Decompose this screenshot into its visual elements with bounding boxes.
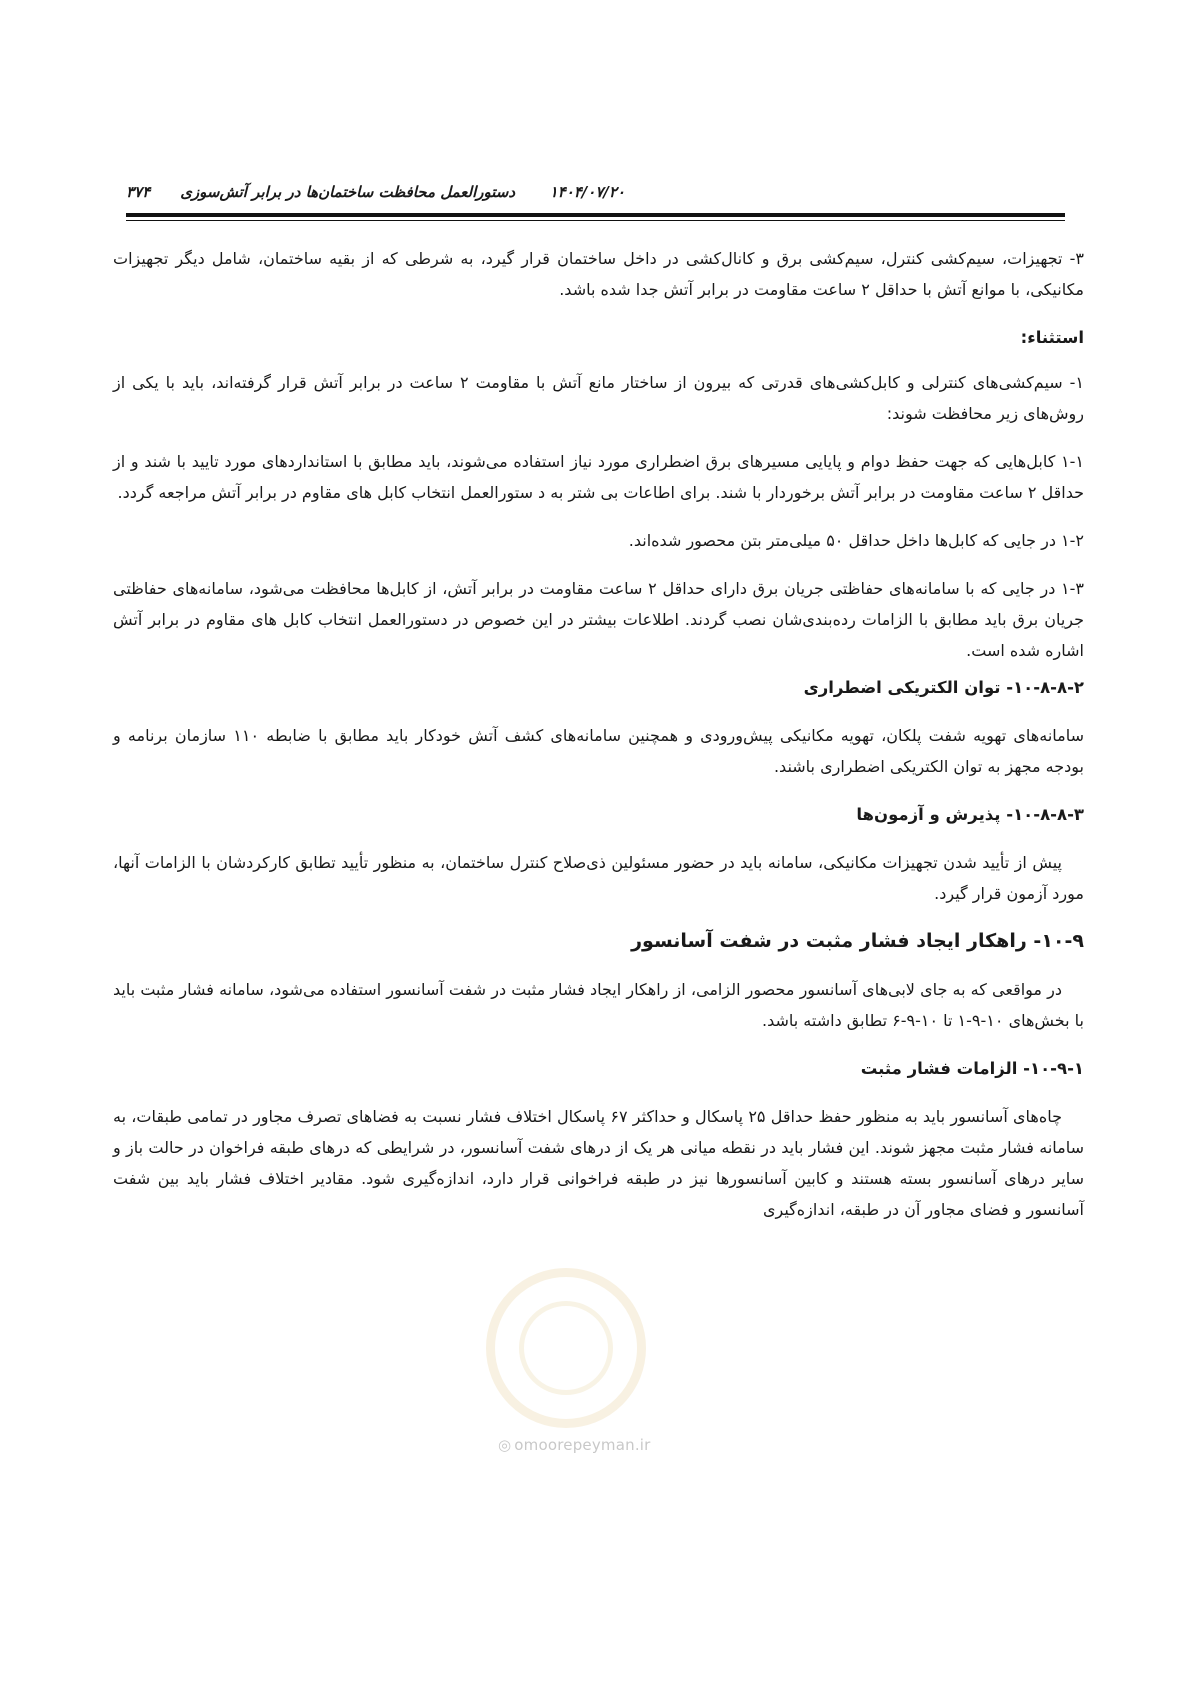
running-header xyxy=(126,183,1065,207)
seal-inner-ring xyxy=(519,1301,613,1395)
paragraph: سامانه‌های تهویه شفت پلکان، تهویه مکانیکی پیش‌ورودی و همچنین سامانه‌های کشف آتش خودکار باید مطابق با ضابطه ۱۱۰ سازمان برنامه و بودجه مجهز به توان الکتریکی اضطراری باشند. xyxy=(113,726,1084,776)
paragraph: ۳- تجهیزات، سیم‌کشی کنترل، سیم‌کشی برق و کانال‌کشی در داخل ساختمان قرار گیرد، به شرطی که از بقیه ساختمان، شامل دیگر تجهیزات مکانیکی، با موانع آتش با حداقل ۲ ساعت مقاومت در برابر آتش جدا شده باشد. xyxy=(113,249,1084,299)
exception-heading: استثناء: xyxy=(1020,328,1084,347)
paragraph: چاه‌های آسانسور باید به منظور حفظ حداقل ۲۵ پاسکال و حداکثر ۶۷ پاسکال اختلاف فشار نسبت به فضاهای تصرف مجاور در تمامی طبقات، به سامانه فشار مثبت مجهز شوند. این فشار باید در نقطه میانی هر یک از درهای شفت آسانسور، در شرایطی که درهای طبقه فراخوان در حالت باز و سایر درهای آسانسور بسته هستند و کابین آسانسورها نیز در طبقه فراخوانی قرار دارد، اندازه‌گیری شود. مقادیر اختلاف فشار باید بین شفت آسانسور و فضای مجاور آن در طبقه، اندازه‌گیری xyxy=(113,1107,1084,1219)
instagram-icon: ◎ xyxy=(498,1436,512,1454)
header-rule-thick xyxy=(126,213,1065,217)
paragraph: پیش از تأیید شدن تجهیزات مکانیکی، سامانه باید در حضور مسئولین ذی‌صلاح کنترل ساختمان، به منظور تأیید تطابق کارکردشان با الزامات آنها، مورد آزمون قرار گیرد. xyxy=(113,853,1084,903)
header-title: دستورالعمل محافظت ساختمان‌ها در برابر آتش‌سوزی xyxy=(180,183,515,201)
document-body xyxy=(113,243,1084,1242)
section-heading: ۱۰-۸-۸-۲- توان الکتریکی اضطراری xyxy=(803,678,1084,697)
paragraph: ۱-۳ در جایی که با سامانه‌های حفاظتی جریان برق دارای حداقل ۲ ساعت مقاومت در برابر آتش، از کابل‌ها محافظت می‌شود، سامانه‌های حفاظتی جریان برق باید مطابق با الزامات رده‌بندی‌شان نصب گردند. اطلاعات بیشتر در این خصوص در دستورالعمل انتخاب کابل های مقاوم در برابر آتش اشاره شده است. xyxy=(113,579,1085,660)
section-heading: ۱۰-۹-۱- الزامات فشار مثبت xyxy=(860,1059,1084,1078)
page-number: ۳۷۴ xyxy=(126,183,151,201)
header-rule-thin xyxy=(126,220,1065,221)
paragraph: ۱-۱ کابل‌هایی که جهت حفظ دوام و پایایی مسیرهای برق اضطراری مورد نیاز استفاده می‌شوند، باید مطابق با استانداردهای مورد تایید با شند و از حداقل ۲ ساعت مقاومت در برابر آتش برخوردار با شند. برای اطاعات بی شتر به د ستورالعمل انتخاب کابل های مقاوم در برابر آتش مراجعه گردد. xyxy=(113,452,1084,502)
paragraph: ۱- سیم‌کشی‌های کنترلی و کابل‌کشی‌های قدرتی که بیرون از ساختار مانع آتش با مقاومت ۲ ساعت در برابر آتش قرار گرفته‌اند، باید با یکی از روش‌های زیر محافظت شوند: xyxy=(113,373,1084,423)
major-heading: ۱۰-۹- راهکار ایجاد فشار مثبت در شفت آسانسور xyxy=(631,930,1084,952)
seal-watermark-icon xyxy=(486,1268,646,1428)
section-heading: ۱۰-۸-۸-۳- پذیرش و آزمون‌ها xyxy=(856,805,1084,824)
paragraph: ۱-۲ در جایی که کابل‌ها داخل حداقل ۵۰ میلی‌متر بتن محصور شده‌اند. xyxy=(628,531,1084,550)
header-date: ۱۴۰۴/۰۷/۲۰ xyxy=(549,183,625,201)
watermark-text: omoorepeyman.ir xyxy=(514,1436,651,1454)
paragraph: در مواقعی که به جای لابی‌های آسانسور محصور الزامی، از راهکار ایجاد فشار مثبت در شفت آسانسور استفاده می‌شود، سامانه فشار مثبت باید با بخش‌های ۱۰-۹-۱ تا ۱۰-۹-۶ تطابق داشته باشد. xyxy=(113,980,1084,1030)
site-watermark xyxy=(498,1436,651,1454)
